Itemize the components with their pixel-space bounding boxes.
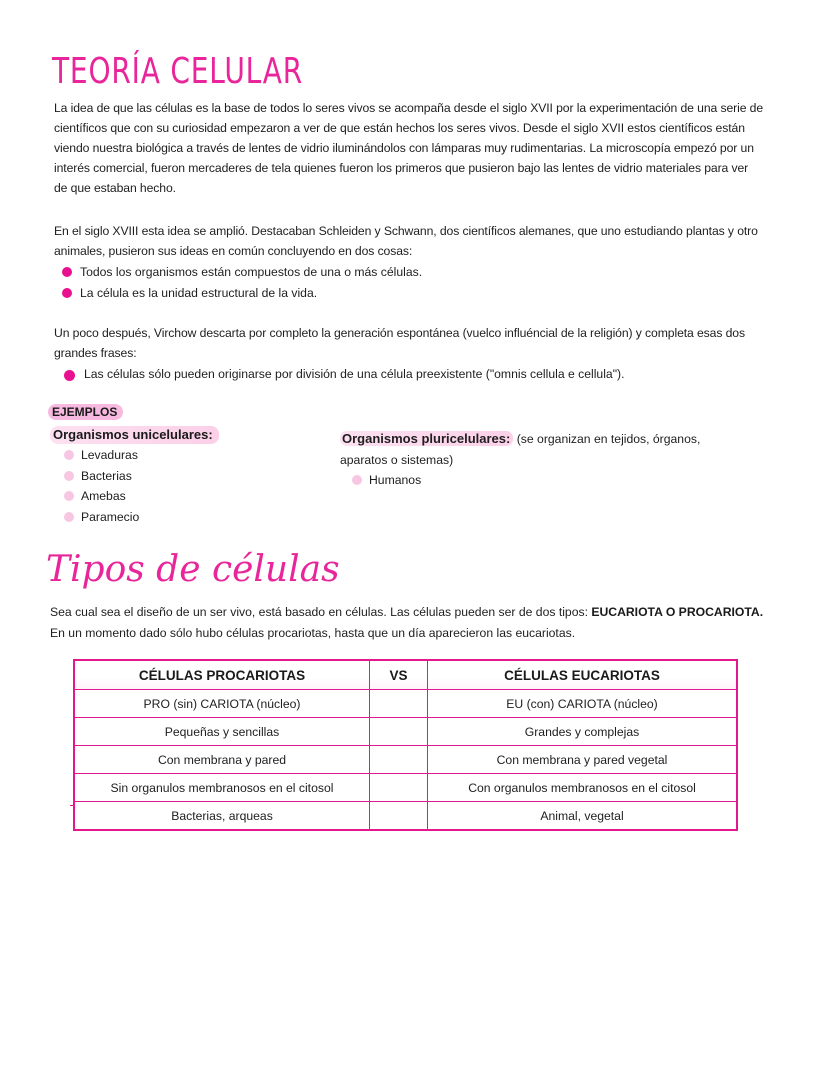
paragraph-history: La idea de que las células es la base de todos lo seres vivos se acompaña desde el siglo XVII por la experimentación de una serie de científicos que con su curiosidad empezaron a ver de que están hechos los seres vivos. Desde el siglo XVII estos científicos están viendo nuestra biológica a través de lentes de vidrio iluminándolos con lámparas muy rudimentarias. La microscopía empezó por un interés comercial, fueron mercaderes de tela quienes fueron los primeros que pusieron bajo las lentes de vidrio materiales para ver de que estaban hecho. [54, 101, 764, 195]
table-cell [370, 774, 428, 802]
header-prokaryotic: CÉLULAS PROCARIOTAS [74, 660, 370, 690]
header-vs: VS [370, 660, 428, 690]
bullet-list-conclusions [62, 262, 422, 303]
table-cell: Con membrana y pared [74, 746, 370, 774]
bullet-dot-icon [64, 491, 74, 501]
comparison-table [73, 659, 738, 831]
list-item: Humanos [352, 470, 421, 491]
list-item: Las células sólo pueden originarse por división de una célula preexistente ("omnis cellula e cellula"). [66, 364, 624, 385]
table-cell [370, 746, 428, 774]
list-item: Levaduras [64, 445, 139, 466]
section-title-tipos-de-celulas: Tipos de células [46, 549, 340, 590]
header-eukaryotic: CÉLULAS EUCARIOTAS [428, 660, 738, 690]
table-header-row [74, 660, 737, 690]
multicellular-list [352, 470, 421, 491]
list-item: Todos los organismos están compuestos de una o más células. [62, 262, 422, 283]
paragraph-virchow: Un poco después, Virchow descarta por completo la generación espontánea (vuelco influéncial de la religión) y completa esas dos grandes frases: [54, 326, 745, 360]
table-cell: PRO (sin) CARIOTA (núcleo) [74, 690, 370, 718]
bullet-list-virchow [66, 364, 624, 385]
bullet-dot-icon [64, 450, 74, 460]
table-cell: Bacterias, arqueas [74, 802, 370, 831]
bullet-dot-icon [62, 288, 72, 298]
multicellular-heading: Organismos pluricelulares: [340, 431, 513, 446]
unicellular-list [64, 445, 139, 527]
table-cell [370, 802, 428, 831]
bullet-dot-icon [352, 475, 362, 485]
examples-label: EJEMPLOS [48, 404, 123, 420]
bullet-dot-icon [64, 370, 75, 381]
bullet-dot-icon [64, 512, 74, 522]
table-cell [370, 690, 428, 718]
intro-emphasis: EUCARIOTA O PROCARIOTA. [591, 605, 764, 619]
table-cell: Sin organulos membranosos en el citosol [74, 774, 370, 802]
intro-line-2: En un momento dado sólo hubo células procariotas, hasta que un día aparecieron las eucariotas. [50, 626, 576, 640]
table-row [74, 774, 737, 802]
multicellular-block [340, 428, 720, 471]
list-item: Paramecio [64, 507, 139, 528]
bullet-dot-icon [64, 471, 74, 481]
section-title-teoria-celular: TEORÍA CELULAR [52, 51, 304, 92]
table-cell: Con membrana y pared vegetal [428, 746, 738, 774]
list-item: Bacterias [64, 466, 139, 487]
table-row [74, 690, 737, 718]
bullet-dot-icon [62, 267, 72, 277]
table-row [74, 802, 737, 831]
multicellular-description: (se organizan en tejidos, órganos, aparatos o sistemas) [340, 432, 701, 467]
table-cell: Grandes y complejas [428, 718, 738, 746]
table-cell: Con organulos membranosos en el citosol [428, 774, 738, 802]
table-cell: Animal, vegetal [428, 802, 738, 831]
table-cell: EU (con) CARIOTA (núcleo) [428, 690, 738, 718]
table-row [74, 718, 737, 746]
list-item: Amebas [64, 486, 139, 507]
table-cell [370, 718, 428, 746]
table-cell: Pequeñas y sencillas [74, 718, 370, 746]
intro-line-1: Sea cual sea el diseño de un ser vivo, está basado en células. Las células pueden ser de dos tipos: EUCARIOTA O PROCARIOTA. [50, 605, 764, 619]
table-row [74, 746, 737, 774]
list-item: La célula es la unidad estructural de la vida. [62, 283, 422, 304]
unicellular-heading: Organismos unicelulares: [50, 426, 219, 444]
paragraph-schleiden-schwann: En el siglo XVIII esta idea se amplió. Destacaban Schleiden y Schwann, dos científicos alemanes, que uno estudiando plantas y otro animales, pusieron sus ideas en común concluyendo en dos cosas: [54, 224, 758, 258]
